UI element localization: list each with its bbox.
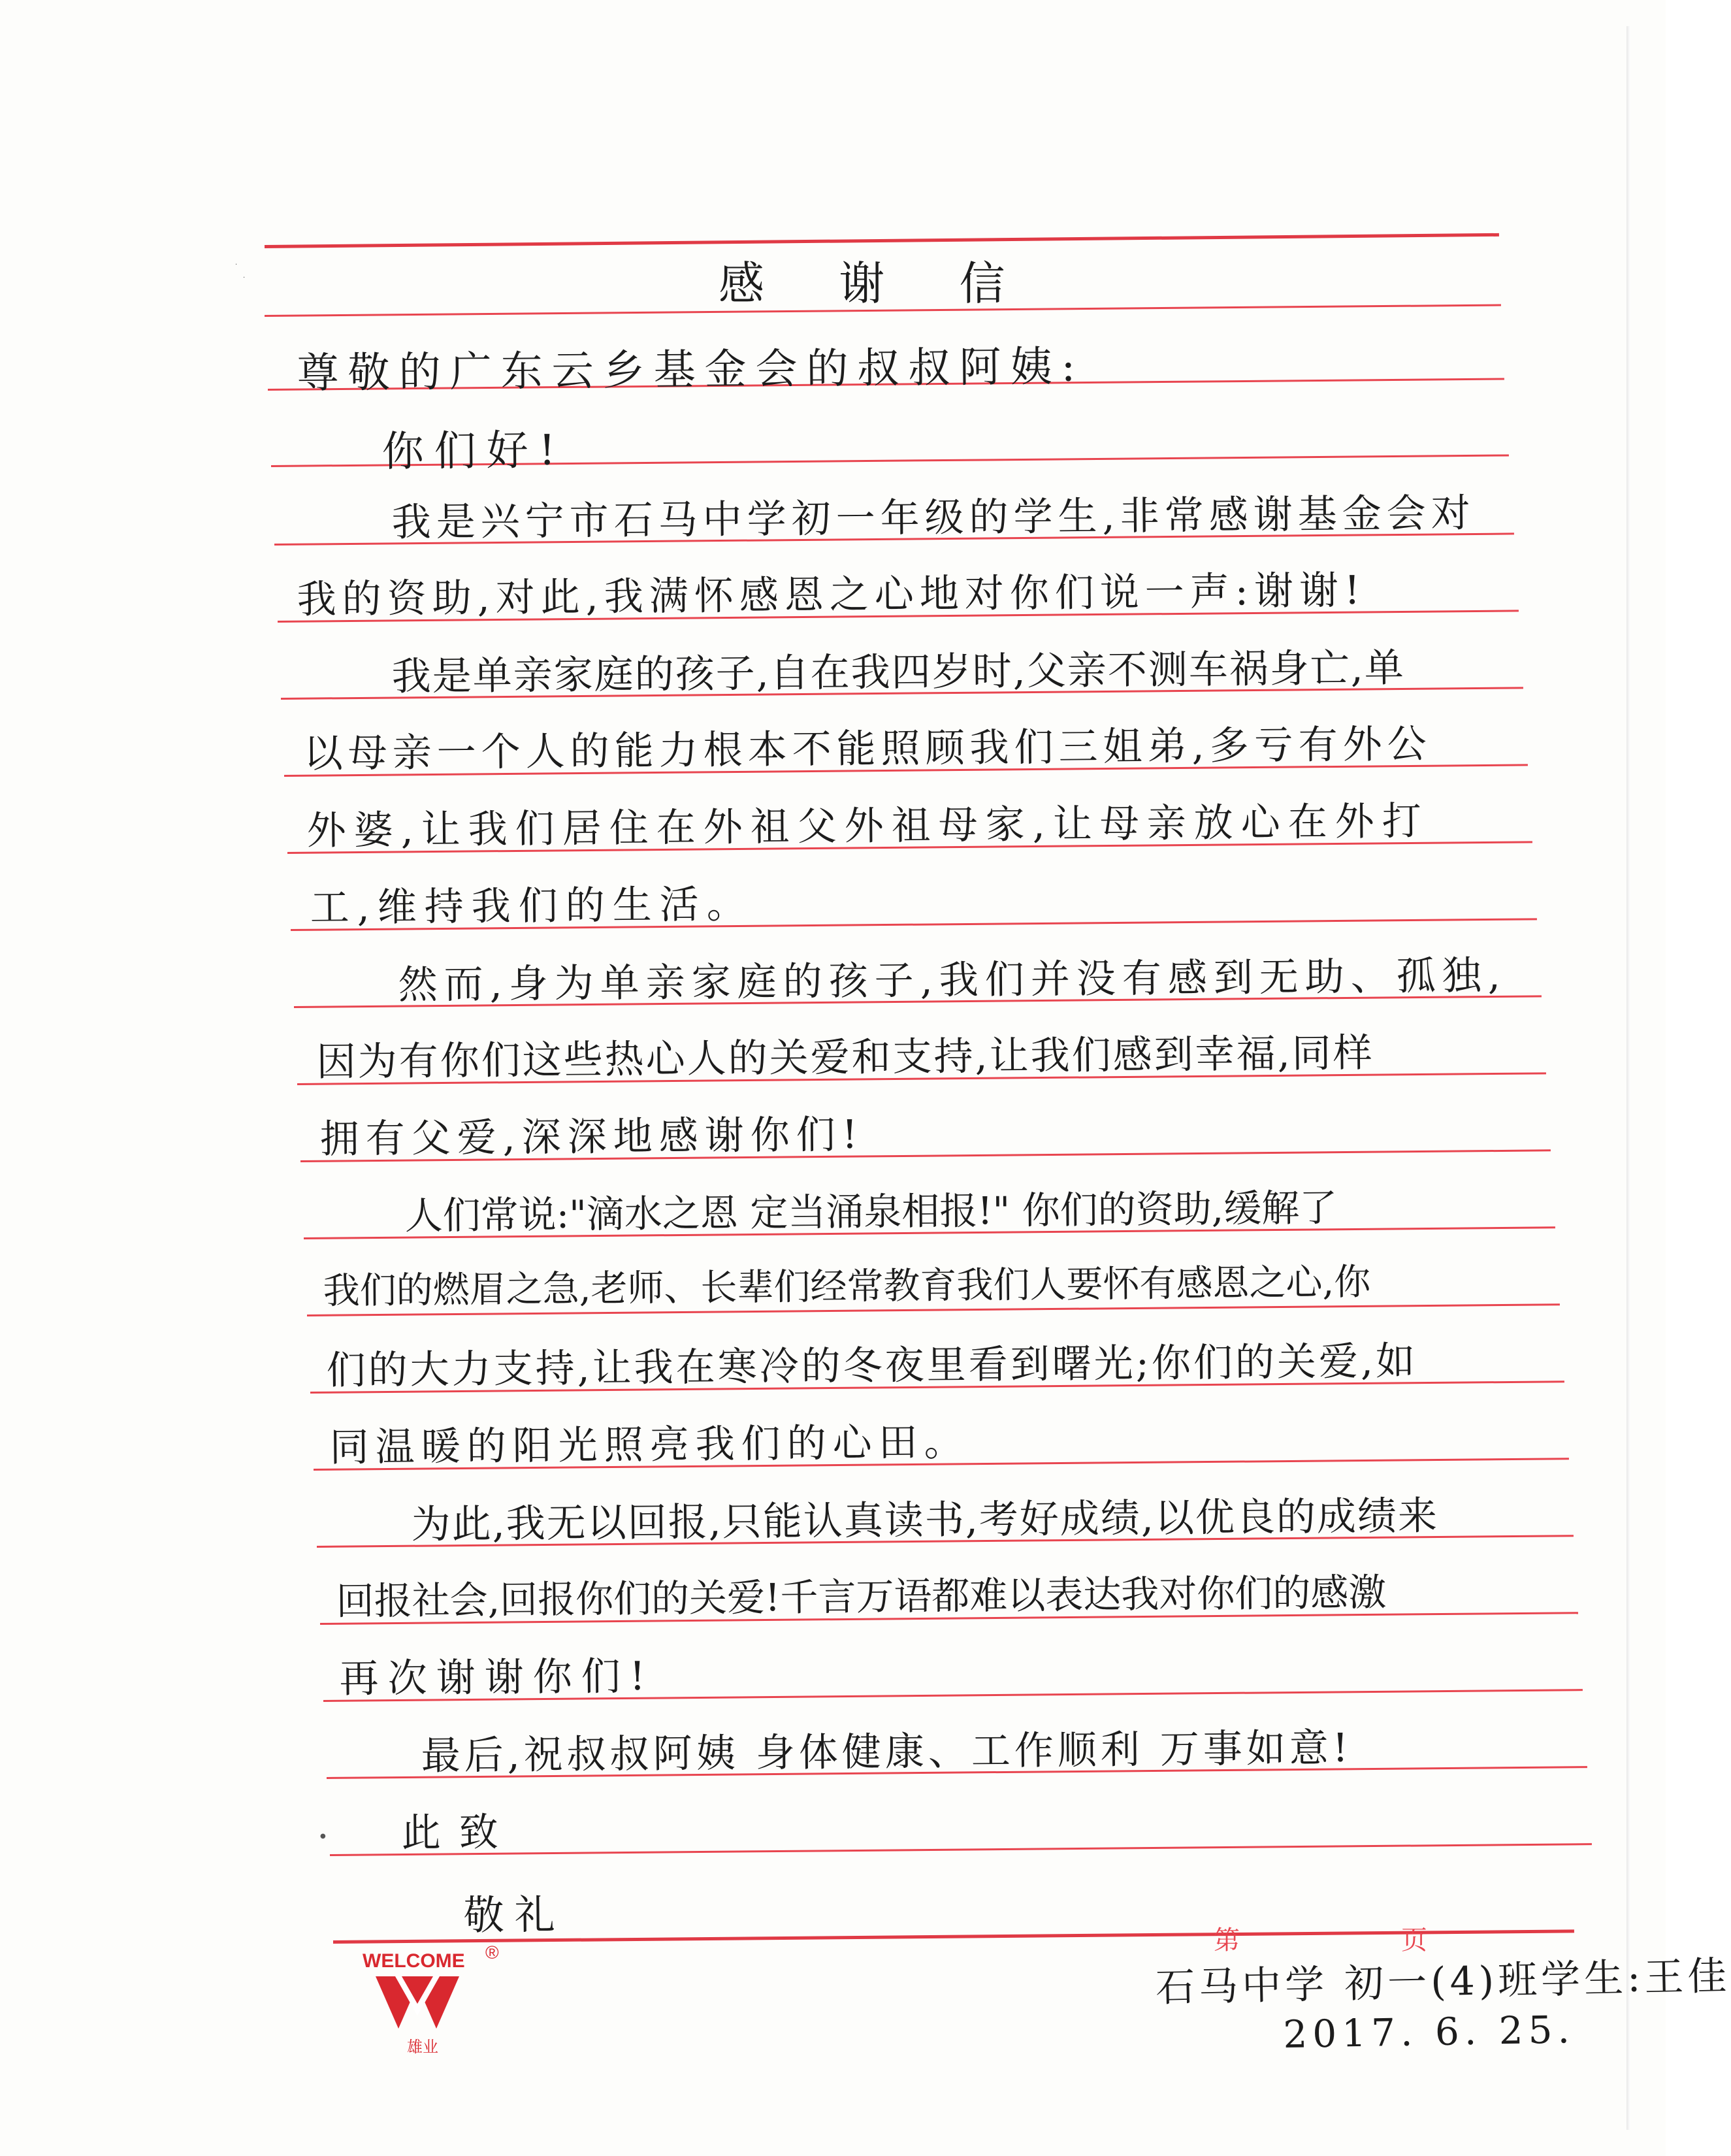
logo-registered-mark: ® (485, 1942, 499, 1963)
letter-line: 为此,我无以回报,只能认真读书,考好成绩,以优良的成绩来 (411, 1493, 1439, 1548)
letter-signature: 石马中学 初一(4)班学生:王佳 (1155, 1953, 1731, 2012)
letter-line: 工,维持我们的生活。 (310, 881, 754, 932)
letter-line: 此致 (401, 1809, 517, 1856)
scan-speck: ● (320, 1833, 326, 1840)
logo-sub-text: 雄业 (407, 2038, 438, 2056)
letter-line: 然而,身为单亲家庭的孩子,我们并没有感到无助、孤独, (398, 953, 1508, 1009)
letter-line: 回报社会,回报你们的关爱!千言万语都难以表达我对你们的感激 (336, 1569, 1387, 1624)
letter-line: 以母亲一个人的能力根本不能照顾我们三姐弟,多亏有外公 (303, 721, 1432, 777)
letter-line: 人们常说:"滴水之恩 定当涌泉相报!" 你们的资助,缓解了 (404, 1185, 1338, 1239)
page-label-second: 页 (1401, 1925, 1427, 1955)
letter-line: 因为有你们这些热心人的关爱和支持,让我们感到幸福,同样 (316, 1030, 1375, 1086)
letter-line: 拥有父爱,深深地感谢你们! (319, 1111, 865, 1163)
letter-line: 同温暖的阳光照亮我们的心田。 (329, 1419, 970, 1471)
ruled-line (330, 1843, 1592, 1856)
letter-line: 最后,祝叔叔阿姨 身体健康、工作顺利 万事如意! (421, 1725, 1353, 1779)
scan-edge-shadow (1626, 26, 1630, 2130)
scan-speck: · (243, 274, 246, 282)
letter-line: 我是兴宁市石马中学初一年级的学生,非常感谢基金会对 (391, 490, 1476, 546)
page-label-first: 第 (1214, 1925, 1240, 1955)
logo-brand-text: WELCOME (363, 1950, 465, 1972)
letter-line: 我的资助,对此,我满怀感恩之心地对你们说一声:谢谢! (297, 567, 1367, 623)
letter-line: 我是单亲家庭的孩子,自在我四岁时,父亲不测车祸身亡,单 (391, 645, 1406, 700)
letter-line: 你们好! (381, 426, 566, 477)
letter-line: 再次谢谢你们! (339, 1653, 655, 1702)
scan-speck: · (235, 261, 238, 269)
letter-line: 外婆,让我们居住在外祖父外祖母家,让母亲放心在外打 (306, 798, 1430, 855)
letter-line: 敬礼 (463, 1890, 566, 1939)
top-rule (265, 233, 1499, 248)
letter-date: 2017. 6. 25. (1282, 2007, 1576, 2057)
welcome-logo (363, 1942, 499, 2061)
letter-line: 们的大力支持,让我在寒冷的冬夜里看到曙光;你们的关爱,如 (326, 1338, 1418, 1394)
letter-line: 我们的燃眉之急,老师、长辈们经常教育我们人要怀有感恩之心,你 (323, 1261, 1371, 1313)
letter-salutation: 尊敬的广东云乡基金会的叔叔阿姨: (297, 342, 1085, 399)
letter-title: 感 谢 信 (719, 257, 1035, 310)
